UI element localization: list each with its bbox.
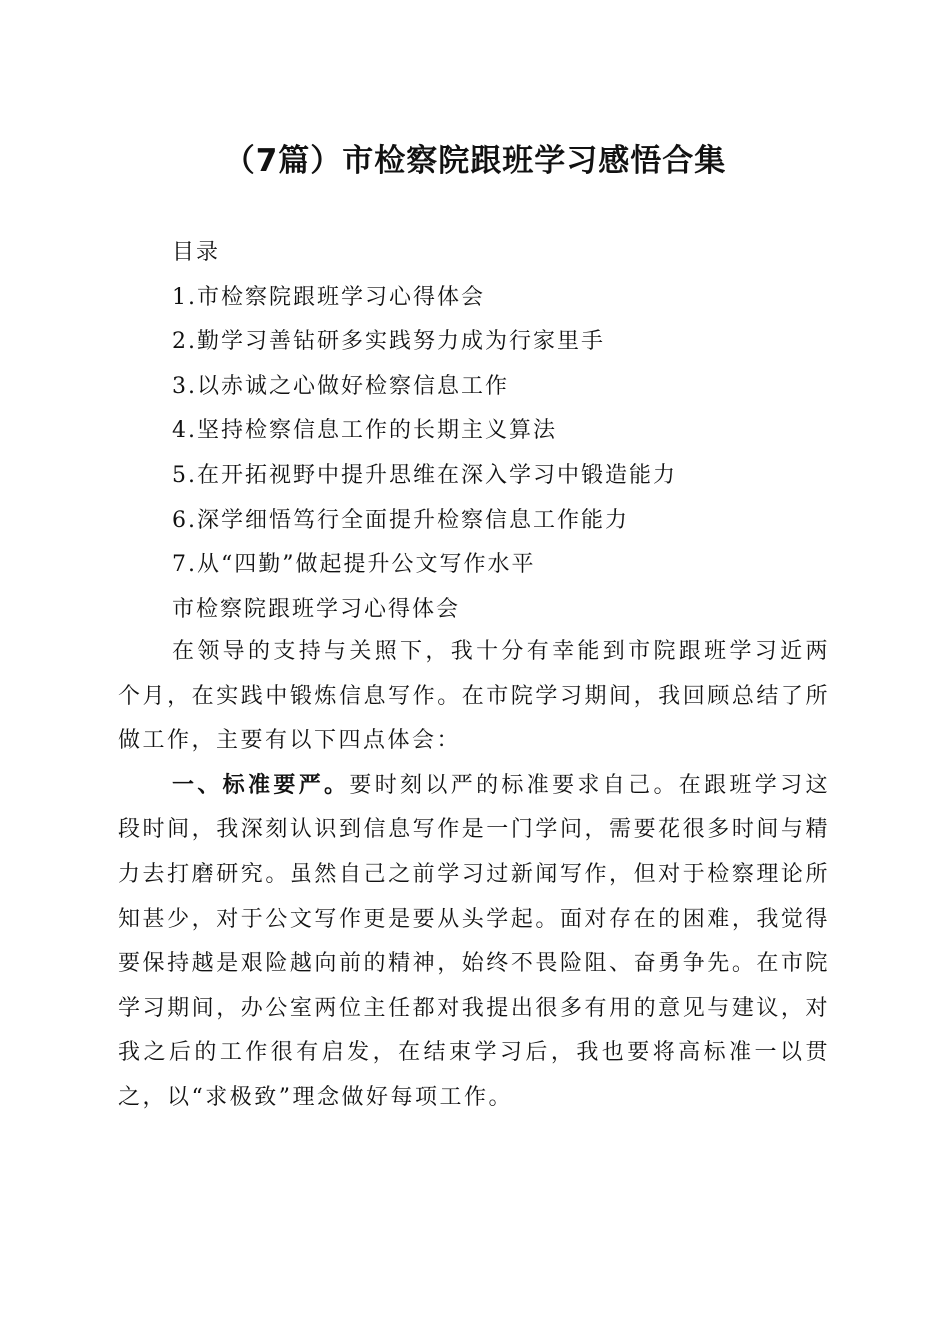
toc-item: 2.勤学习善钻研多实践努力成为行家里手 (172, 329, 605, 355)
toc-item: 3.以赤诚之心做好检察信息工作 (172, 373, 509, 399)
toc-heading: 目录 (172, 240, 221, 265)
document-title: （7篇）市检察院跟班学习感悟合集 (223, 143, 727, 179)
toc-item: 4.坚持检察信息工作的长期主义算法 (172, 418, 557, 444)
table-of-contents (172, 231, 872, 632)
toc-item: 1.市检察院跟班学习心得体会 (172, 284, 485, 310)
article-title: 市检察院跟班学习心得体会 (172, 596, 461, 622)
toc-item: 6.深学细悟笃行全面提升检察信息工作能力 (172, 507, 629, 533)
section-1-text: 要时刻以严的标准要求自己。在跟班学习这段时间，我深刻认识到信息写作是一门学问，需要花很多时间与精力去打磨研究。虽然自己之前学习过新闻写作，但对于检察理论所知甚少，对于公文写作更是要从头学起。面对存在的困难，我觉得要保持越是艰险越向前的精神，始终不畏险阻、奋勇争先。在市院学习期间，办公室两位主任都对我提出很多有用的意见与建议，对我之后的工作很有启发，在结束学习后，我也要将高标准一以贯之，以“求极致”理念做好每项工作。 (118, 772, 830, 1110)
toc-item: 5.在开拓视野中提升思维在深入学习中锻造能力 (172, 462, 677, 488)
toc-item: 7.从“四勤”做起提升公文写作水平 (172, 552, 536, 578)
article-body (118, 630, 830, 1121)
intro-paragraph: 在领导的支持与关照下，我十分有幸能到市院跟班学习近两个月，在实践中锻炼信息写作。在市院学习期间，我回顾总结了所做工作，主要有以下四点体会： (118, 639, 830, 754)
section-1-paragraph (118, 764, 830, 1121)
section-1-lead: 一、标准要严。 (172, 772, 350, 798)
